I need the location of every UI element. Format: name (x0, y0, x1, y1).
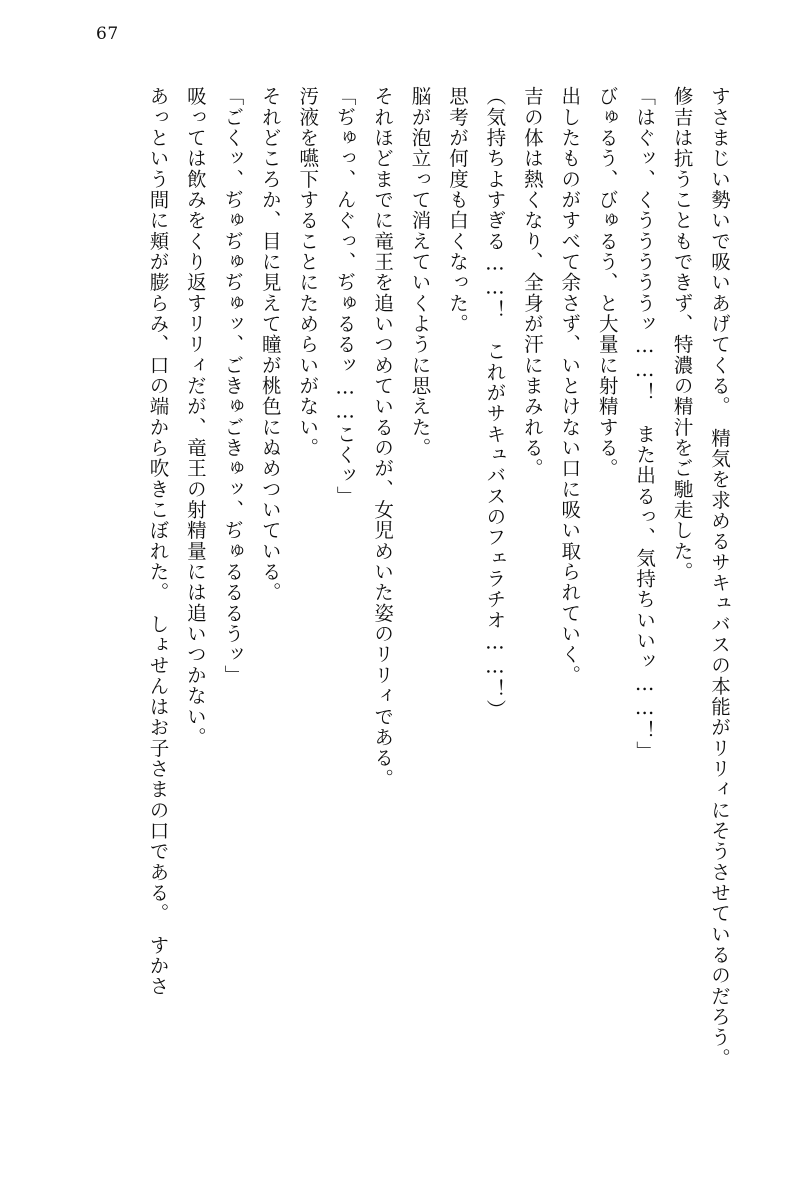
paragraph: 「ぢゅっ、んぐっ、ぢゅるるッ……こくッ」 (333, 86, 357, 507)
vertical-text-body (66, 86, 738, 1136)
paragraph: 出したものがすべて余さず、いとけない口に吸い取られていく。 (558, 86, 582, 686)
paragraph: 「ごくッ、ぢゅぢゅぢゅッ、ごきゅごきゅッ、ぢゅるるるうッ」 (221, 86, 245, 686)
paragraph: 吸っては飲みをくり返すリリィだが、竜王の射精量には追いつかない。 (183, 86, 207, 748)
page-number: 67 (96, 24, 119, 44)
paragraph: 「はぐッ、くうううううッ……！ また出るっ、気持ちいいッ……！」 (633, 86, 657, 762)
paragraph: 思考が何度も白くなった。 (445, 86, 469, 335)
paragraph: 修吉は抗うこともできず、特濃の精汁をご馳走した。 (670, 86, 694, 583)
paragraph: 脳が泡立って消えていくように思えた。 (408, 86, 432, 459)
paragraph: あっという間に頬が膨らみ、口の端から吹きこぼれた。 しょせんはお子さまの口である。 すかさ (146, 86, 170, 997)
paragraph: それほどまでに竜王を追いつめているのが、女児めいた姿のリリィである。 (371, 86, 395, 789)
paragraph: 汚液を嚥下することにためらいがない。 (296, 86, 320, 459)
paragraph: それどころか、目に見えて瞳が桃色にぬめついている。 (258, 86, 282, 603)
paragraph: びゅるう、びゅるう、と大量に射精する。 (595, 86, 619, 479)
paragraph: 吉の体は熱くなり、全身が汗にまみれる。 (520, 86, 544, 479)
paragraph: すさまじい勢いで吸いあげてくる。 精気を求めるサキュバスの本能がリリィにそうさせているのだろう。 (708, 86, 731, 1069)
paragraph: （気持ちよすぎる……！ これがサキュバスのフェラチオ……！） (483, 86, 507, 721)
